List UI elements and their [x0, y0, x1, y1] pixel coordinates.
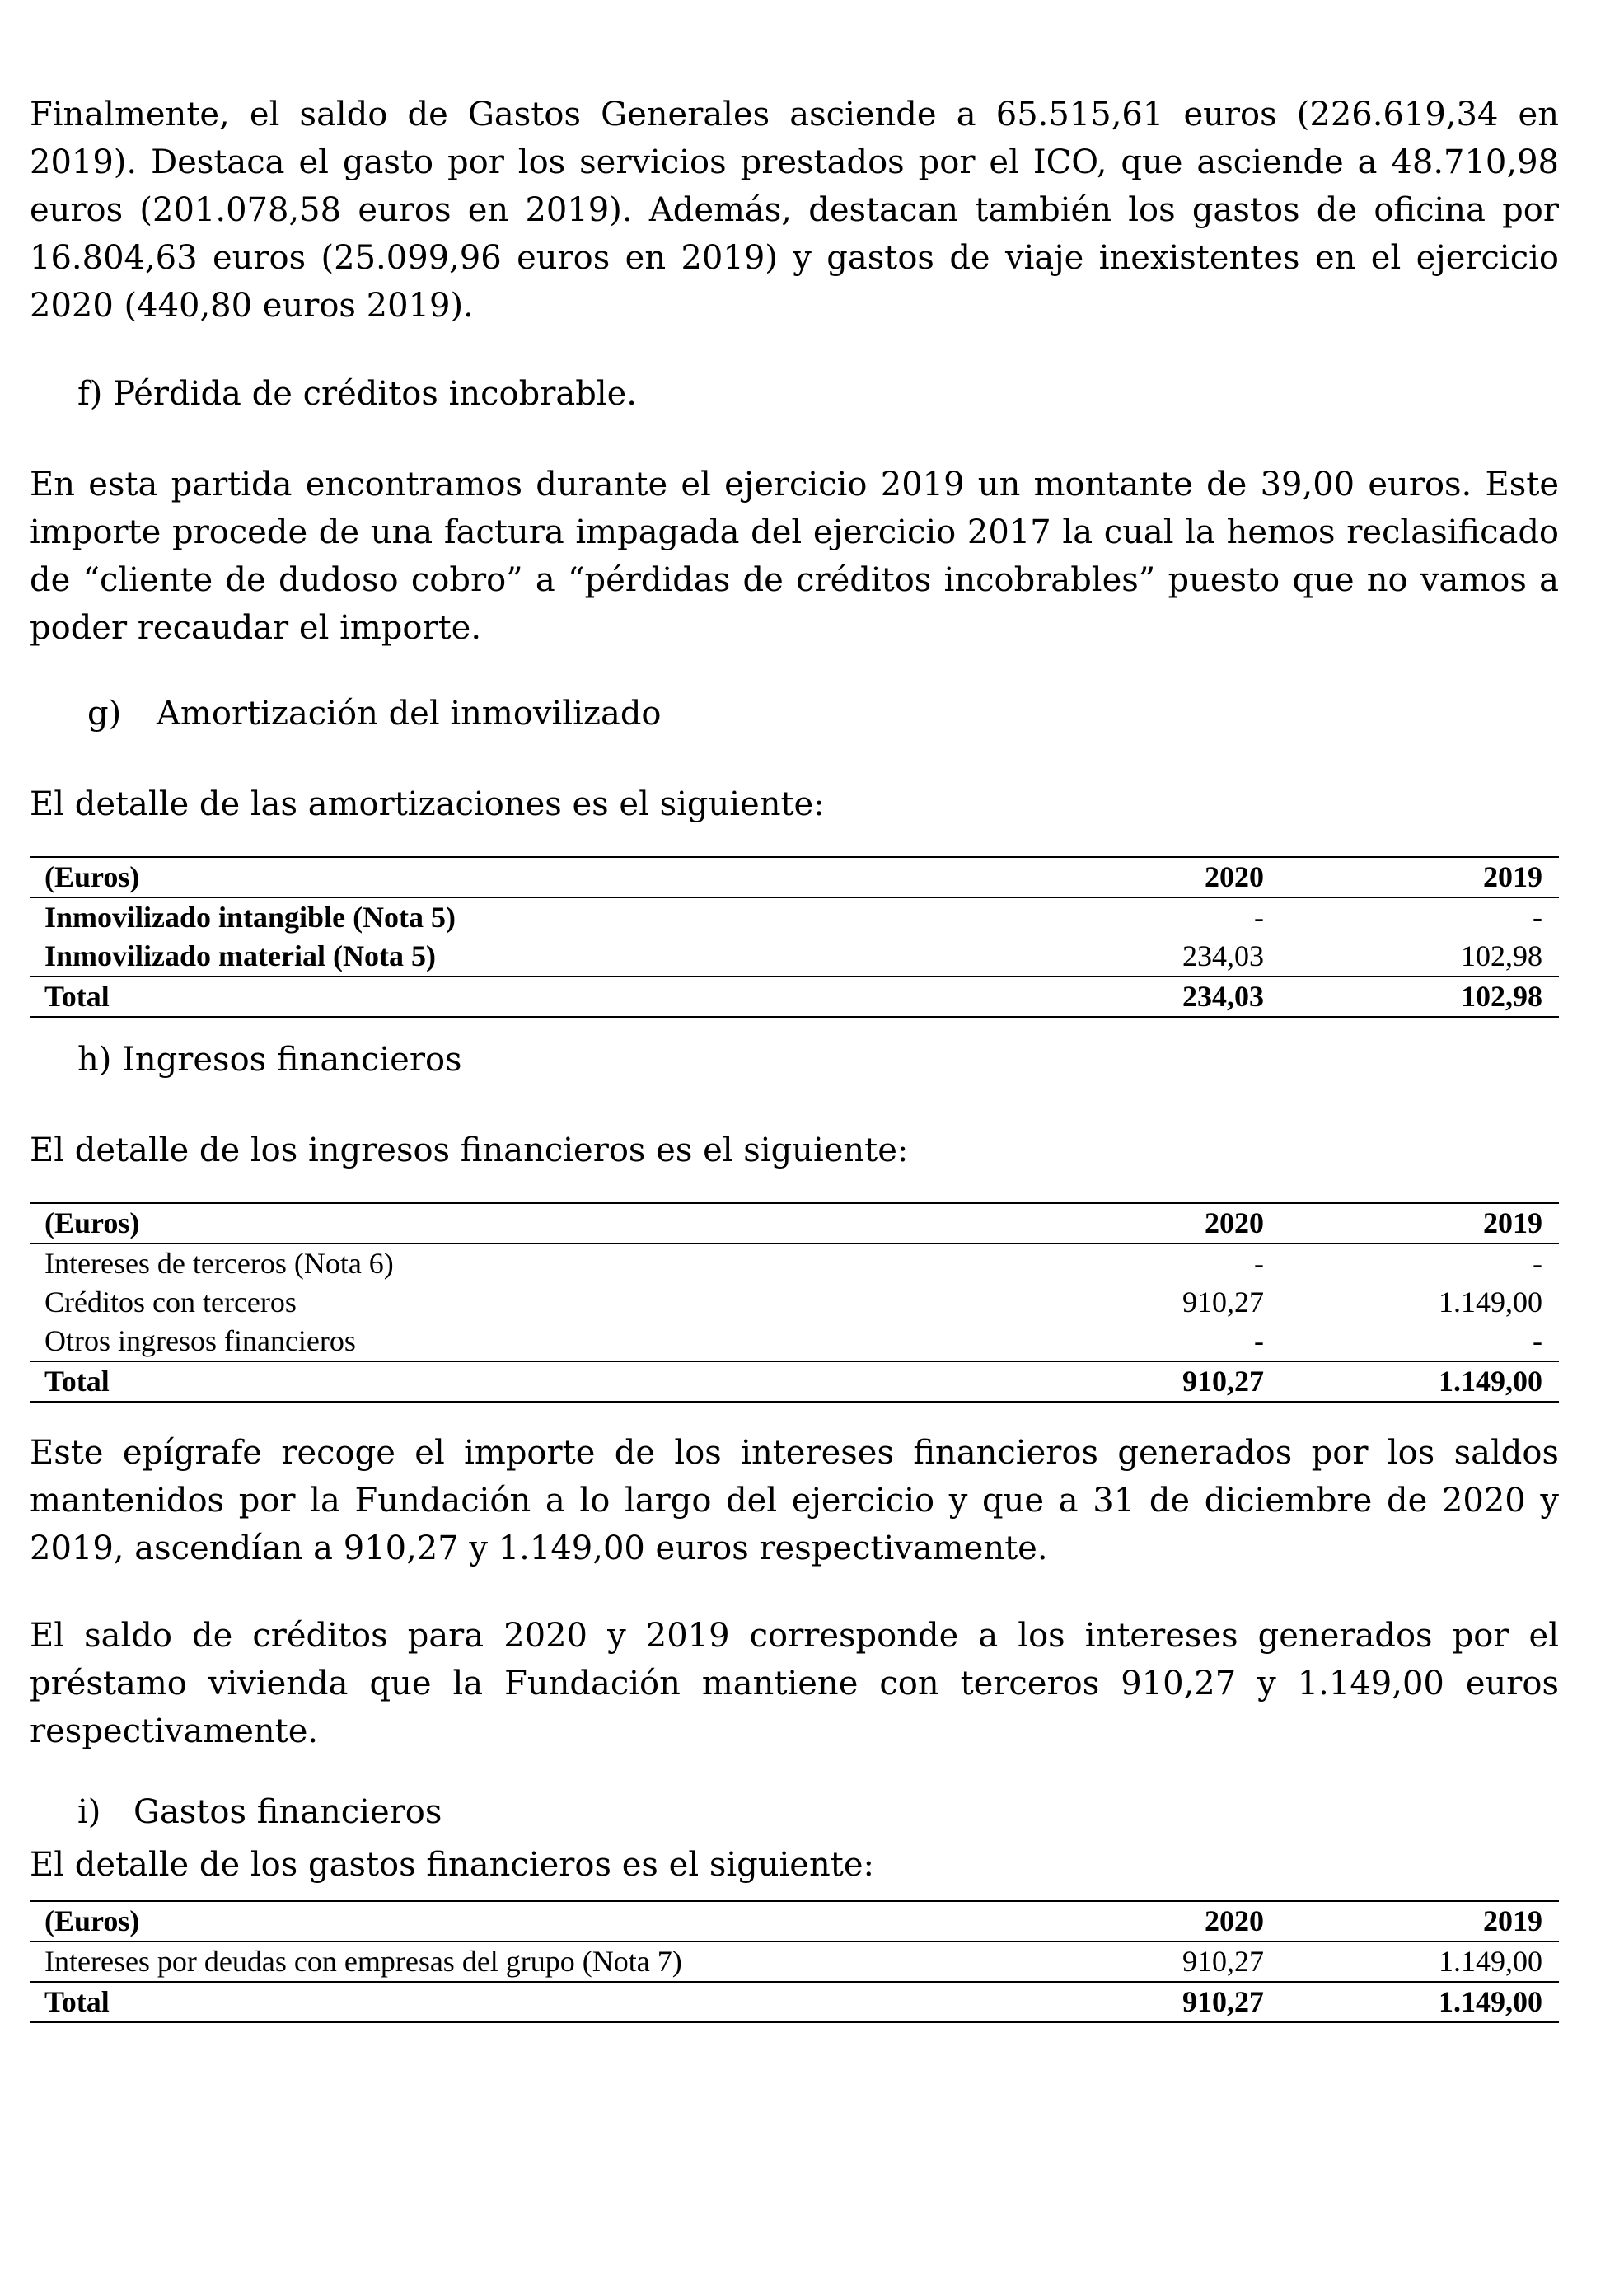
table-row: [30, 897, 1559, 937]
header-cell-label: (Euros): [30, 1901, 951, 1941]
total-label: Total: [30, 1982, 951, 2022]
paragraph-gastos-generales: Finalmente, el saldo de Gastos Generales asciende a 65.515,61 euros (226.619,34 en 2019). Destaca el gasto por los servicios prestados por el ICO, que asciende a 48.710,98 euros (201.078,58 euros en 2019). Además, destacan también los gastos de oficina por 16.804,63 euros (25.099,96 euros en 2019) y gastos de viaje inexistentes en el ejercicio 2020 (440,80 euros 2019).: [30, 96, 1559, 325]
table-row: [30, 1283, 1559, 1322]
row-label: Intereses de terceros (Nota 6): [44, 1247, 394, 1280]
section-title: Amortización del inmovilizado: [157, 695, 662, 733]
total-label: Total: [30, 1361, 951, 1402]
section-heading-g: [30, 690, 1559, 738]
row-value-2020: 910,27: [1182, 1945, 1264, 1978]
table-header-row: [30, 1203, 1559, 1244]
table-row: [30, 1244, 1559, 1283]
table-header-row: [30, 857, 1559, 897]
section-heading-h: [30, 1036, 1559, 1084]
table-amortizaciones: [30, 856, 1559, 1018]
total-value-2020: 234,03: [951, 977, 1280, 1017]
intro-ingresos-financieros: El detalle de los ingresos financieros es el siguiente:: [30, 1131, 909, 1169]
header-cell-2019: 2019: [1280, 1901, 1559, 1941]
section-title: Ingresos financieros: [122, 1041, 462, 1079]
total-label: Total: [30, 977, 951, 1017]
header-cell-label: (Euros): [30, 857, 951, 897]
row-value-2019: -: [1533, 1324, 1542, 1357]
total-value-2019: 1.149,00: [1280, 1982, 1559, 2022]
row-label: Otros ingresos financieros: [44, 1324, 356, 1357]
table-total-row: [30, 977, 1559, 1017]
row-value-2020: -: [1254, 901, 1264, 934]
section-label: g): [87, 695, 122, 733]
section-heading-f: [30, 370, 1559, 418]
table-gastos-financieros: [30, 1900, 1559, 2023]
row-value-2019: -: [1533, 1247, 1542, 1280]
table-row: [30, 937, 1559, 977]
row-value-2019: 102,98: [1461, 939, 1542, 972]
table-row: [30, 1941, 1559, 1982]
row-value-2020: -: [1254, 1324, 1264, 1357]
document-page: [30, 91, 1559, 2023]
table-row: [30, 1322, 1559, 1361]
table-total-row: [30, 1361, 1559, 1402]
section-label: f): [77, 375, 103, 413]
header-cell-2020: 2020: [951, 1203, 1280, 1244]
total-value-2019: 102,98: [1280, 977, 1559, 1017]
header-cell-2019: 2019: [1280, 857, 1559, 897]
row-value-2020: 910,27: [1182, 1286, 1264, 1318]
paragraph-epigrafe-intereses: Este epígrafe recoge el importe de los intereses financieros generados por los saldos mantenidos por la Fundación a lo largo del ejercicio y que a 31 de diciembre de 2020 y 2019, ascendían a 910,27 y 1.149,00 euros respectivamente.: [30, 1434, 1559, 1567]
total-value-2019: 1.149,00: [1280, 1361, 1559, 1402]
table-total-row: [30, 1982, 1559, 2022]
section-label: h): [77, 1041, 112, 1079]
row-value-2019: -: [1533, 901, 1542, 934]
total-value-2020: 910,27: [951, 1982, 1280, 2022]
row-value-2019: 1.149,00: [1439, 1945, 1542, 1978]
row-label: Inmovilizado material (Nota 5): [44, 939, 436, 972]
row-value-2019: 1.149,00: [1439, 1286, 1542, 1318]
paragraph-saldo-creditos: El saldo de créditos para 2020 y 2019 corresponde a los intereses generados por el préstamo vivienda que la Fundación mantiene con terceros 910,27 y 1.149,00 euros respectivamente.: [30, 1617, 1559, 1750]
section-title: Gastos financieros: [133, 1793, 442, 1831]
row-label: Créditos con terceros: [44, 1286, 297, 1318]
header-cell-2019: 2019: [1280, 1203, 1559, 1244]
section-heading-i: [30, 1788, 1559, 1836]
total-value-2020: 910,27: [951, 1361, 1280, 1402]
header-cell-label: (Euros): [30, 1203, 951, 1244]
paragraph-perdida-creditos: En esta partida encontramos durante el ejercicio 2019 un montante de 39,00 euros. Este importe procede de una factura impagada del ejercicio 2017 la cual la hemos reclasificado de “cliente de dudoso cobro” a “pérdidas de créditos incobrables” puesto que no vamos a poder recaudar el importe.: [30, 466, 1559, 647]
table-ingresos-financieros: [30, 1202, 1559, 1403]
row-value-2020: 234,03: [1182, 939, 1264, 972]
header-cell-2020: 2020: [951, 1901, 1280, 1941]
intro-amortizaciones: El detalle de las amortizaciones es el siguiente:: [30, 785, 825, 823]
header-cell-2020: 2020: [951, 857, 1280, 897]
row-value-2020: -: [1254, 1247, 1264, 1280]
row-label: Intereses por deudas con empresas del grupo (Nota 7): [44, 1945, 682, 1978]
table-header-row: [30, 1901, 1559, 1941]
section-label: i): [77, 1793, 101, 1831]
intro-gastos-financieros: El detalle de los gastos financieros es el siguiente:: [30, 1846, 874, 1884]
section-title: Pérdida de créditos incobrable.: [113, 375, 637, 413]
row-label: Inmovilizado intangible (Nota 5): [44, 901, 456, 934]
